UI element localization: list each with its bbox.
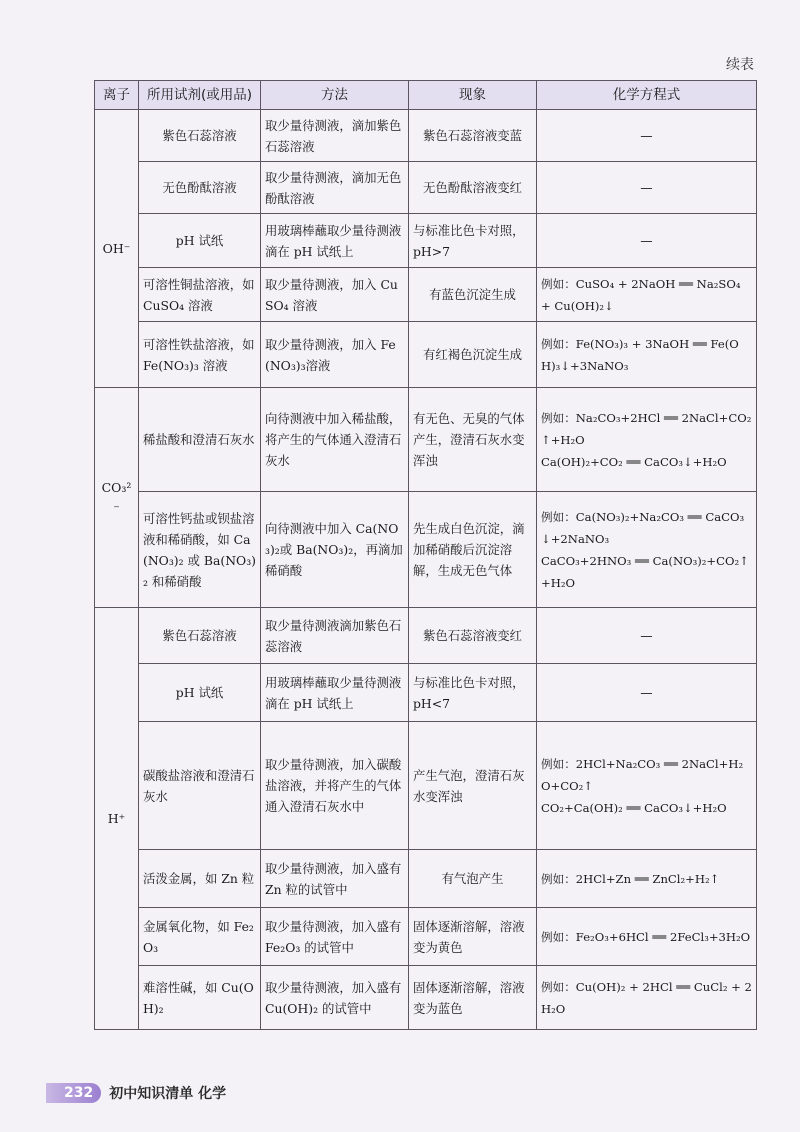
reagent-cell: 活泼金属，如 Zn 粒: [139, 850, 261, 908]
page-footer: [46, 1083, 226, 1103]
page-number: 232: [46, 1083, 101, 1103]
table-row: [95, 214, 757, 268]
phenomenon-cell: 有蓝色沉淀生成: [409, 268, 537, 322]
equation-cell: 例如：Fe₂O₃+6HCl ══ 2FeCl₃+3H₂O: [537, 908, 757, 966]
phenomenon-cell: 先生成白色沉淀，滴加稀硝酸后沉淀溶解，生成无色气体: [409, 492, 537, 608]
equation-cell: —: [537, 608, 757, 664]
equation-cell: 例如：Ca(NO₃)₂+Na₂CO₃ ══ CaCO₃↓+2NaNO₃ CaCO₃+2HNO₃ ══ Ca(NO₃)₂+CO₂↑+H₂O: [537, 492, 757, 608]
reagent-cell: 紫色石蕊溶液: [139, 110, 261, 162]
table-row: [95, 388, 757, 492]
method-cell: 取少量待测液，加入 Fe(NO₃)₃溶液: [261, 322, 409, 388]
header-phenomenon: 现象: [409, 81, 537, 110]
method-cell: 取少量待测液，加入盛有 Cu(OH)₂ 的试管中: [261, 966, 409, 1030]
equation-cell: —: [537, 110, 757, 162]
reagent-cell: 紫色石蕊溶液: [139, 608, 261, 664]
phenomenon-cell: 有气泡产生: [409, 850, 537, 908]
ion-cell: H⁺: [95, 608, 139, 1030]
equation-cell: 例如：Cu(OH)₂ + 2HCl ══ CuCl₂ + 2H₂O: [537, 966, 757, 1030]
phenomenon-cell: 与标准比色卡对照，pH<7: [409, 664, 537, 722]
table-row: [95, 162, 757, 214]
continued-label: 续表: [726, 57, 754, 73]
ion-test-table: [94, 80, 757, 1030]
phenomenon-cell: 有红褐色沉淀生成: [409, 322, 537, 388]
header-reagent: 所用试剂(或用品): [139, 81, 261, 110]
reagent-cell: 可溶性铁盐溶液，如 Fe(NO₃)₃ 溶液: [139, 322, 261, 388]
book-title: 初中知识清单 化学: [109, 1086, 227, 1102]
equation-cell: 例如：Na₂CO₃+2HCl ══ 2NaCl+CO₂↑+H₂O Ca(OH)₂+CO₂ ══ CaCO₃↓+H₂O: [537, 388, 757, 492]
ion-cell: OH⁻: [95, 110, 139, 388]
table-row: [95, 850, 757, 908]
method-cell: 向待测液中加入稀盐酸，将产生的气体通入澄清石灰水: [261, 388, 409, 492]
table-row: [95, 268, 757, 322]
equation-cell: 例如：2HCl+Zn ══ ZnCl₂+H₂↑: [537, 850, 757, 908]
equation-cell: —: [537, 162, 757, 214]
table-row: [95, 492, 757, 608]
reagent-cell: 碳酸盐溶液和澄清石灰水: [139, 722, 261, 850]
header-method: 方法: [261, 81, 409, 110]
method-cell: 取少量待测液，滴加紫色石蕊溶液: [261, 110, 409, 162]
method-cell: 取少量待测液，加入碳酸盐溶液，并将产生的气体通入澄清石灰水中: [261, 722, 409, 850]
phenomenon-cell: 产生气泡，澄清石灰水变浑浊: [409, 722, 537, 850]
phenomenon-cell: 无色酚酞溶液变红: [409, 162, 537, 214]
table-row: [95, 722, 757, 850]
reagent-cell: 难溶性碱，如 Cu(OH)₂: [139, 966, 261, 1030]
reagent-cell: pH 试纸: [139, 664, 261, 722]
method-cell: 向待测液中加入 Ca(NO₃)₂或 Ba(NO₃)₂，再滴加稀硝酸: [261, 492, 409, 608]
table-row: [95, 966, 757, 1030]
table-row: [95, 608, 757, 664]
method-cell: 取少量待测液，滴加无色酚酞溶液: [261, 162, 409, 214]
method-cell: 取少量待测液，加入盛有 Zn 粒的试管中: [261, 850, 409, 908]
method-cell: 取少量待测液滴加紫色石蕊溶液: [261, 608, 409, 664]
table-row: [95, 908, 757, 966]
table-row: [95, 664, 757, 722]
reagent-cell: 可溶性铜盐溶液，如 CuSO₄ 溶液: [139, 268, 261, 322]
phenomenon-cell: 与标准比色卡对照，pH>7: [409, 214, 537, 268]
phenomenon-cell: 固体逐渐溶解，溶液变为蓝色: [409, 966, 537, 1030]
table-row: [95, 110, 757, 162]
equation-cell: —: [537, 664, 757, 722]
ion-cell: CO₃²⁻: [95, 388, 139, 608]
reagent-cell: 稀盐酸和澄清石灰水: [139, 388, 261, 492]
method-cell: 用玻璃棒蘸取少量待测液滴在 pH 试纸上: [261, 664, 409, 722]
phenomenon-cell: 有无色、无臭的气体产生，澄清石灰水变浑浊: [409, 388, 537, 492]
phenomenon-cell: 紫色石蕊溶液变红: [409, 608, 537, 664]
header-equation: 化学方程式: [537, 81, 757, 110]
table-body: [95, 110, 757, 1030]
reagent-cell: 无色酚酞溶液: [139, 162, 261, 214]
phenomenon-cell: 紫色石蕊溶液变蓝: [409, 110, 537, 162]
phenomenon-cell: 固体逐渐溶解，溶液变为黄色: [409, 908, 537, 966]
equation-cell: 例如：2HCl+Na₂CO₃ ══ 2NaCl+H₂O+CO₂↑ CO₂+Ca(OH)₂ ══ CaCO₃↓+H₂O: [537, 722, 757, 850]
reagent-cell: pH 试纸: [139, 214, 261, 268]
ion-test-table-wrapper: [94, 80, 756, 1030]
table-header-row: [95, 81, 757, 110]
method-cell: 取少量待测液，加入盛有 Fe₂O₃ 的试管中: [261, 908, 409, 966]
equation-cell: —: [537, 214, 757, 268]
reagent-cell: 可溶性钙盐或钡盐溶液和稀硝酸，如 Ca(NO₃)₂ 或 Ba(NO₃)₂ 和稀硝酸: [139, 492, 261, 608]
reagent-cell: 金属氧化物，如 Fe₂O₃: [139, 908, 261, 966]
table-row: [95, 322, 757, 388]
equation-cell: 例如：Fe(NO₃)₃ + 3NaOH ══ Fe(OH)₃↓+3NaNO₃: [537, 322, 757, 388]
method-cell: 用玻璃棒蘸取少量待测液滴在 pH 试纸上: [261, 214, 409, 268]
equation-cell: 例如：CuSO₄ + 2NaOH ══ Na₂SO₄ + Cu(OH)₂↓: [537, 268, 757, 322]
method-cell: 取少量待测液，加入 CuSO₄ 溶液: [261, 268, 409, 322]
header-ion: 离子: [95, 81, 139, 110]
